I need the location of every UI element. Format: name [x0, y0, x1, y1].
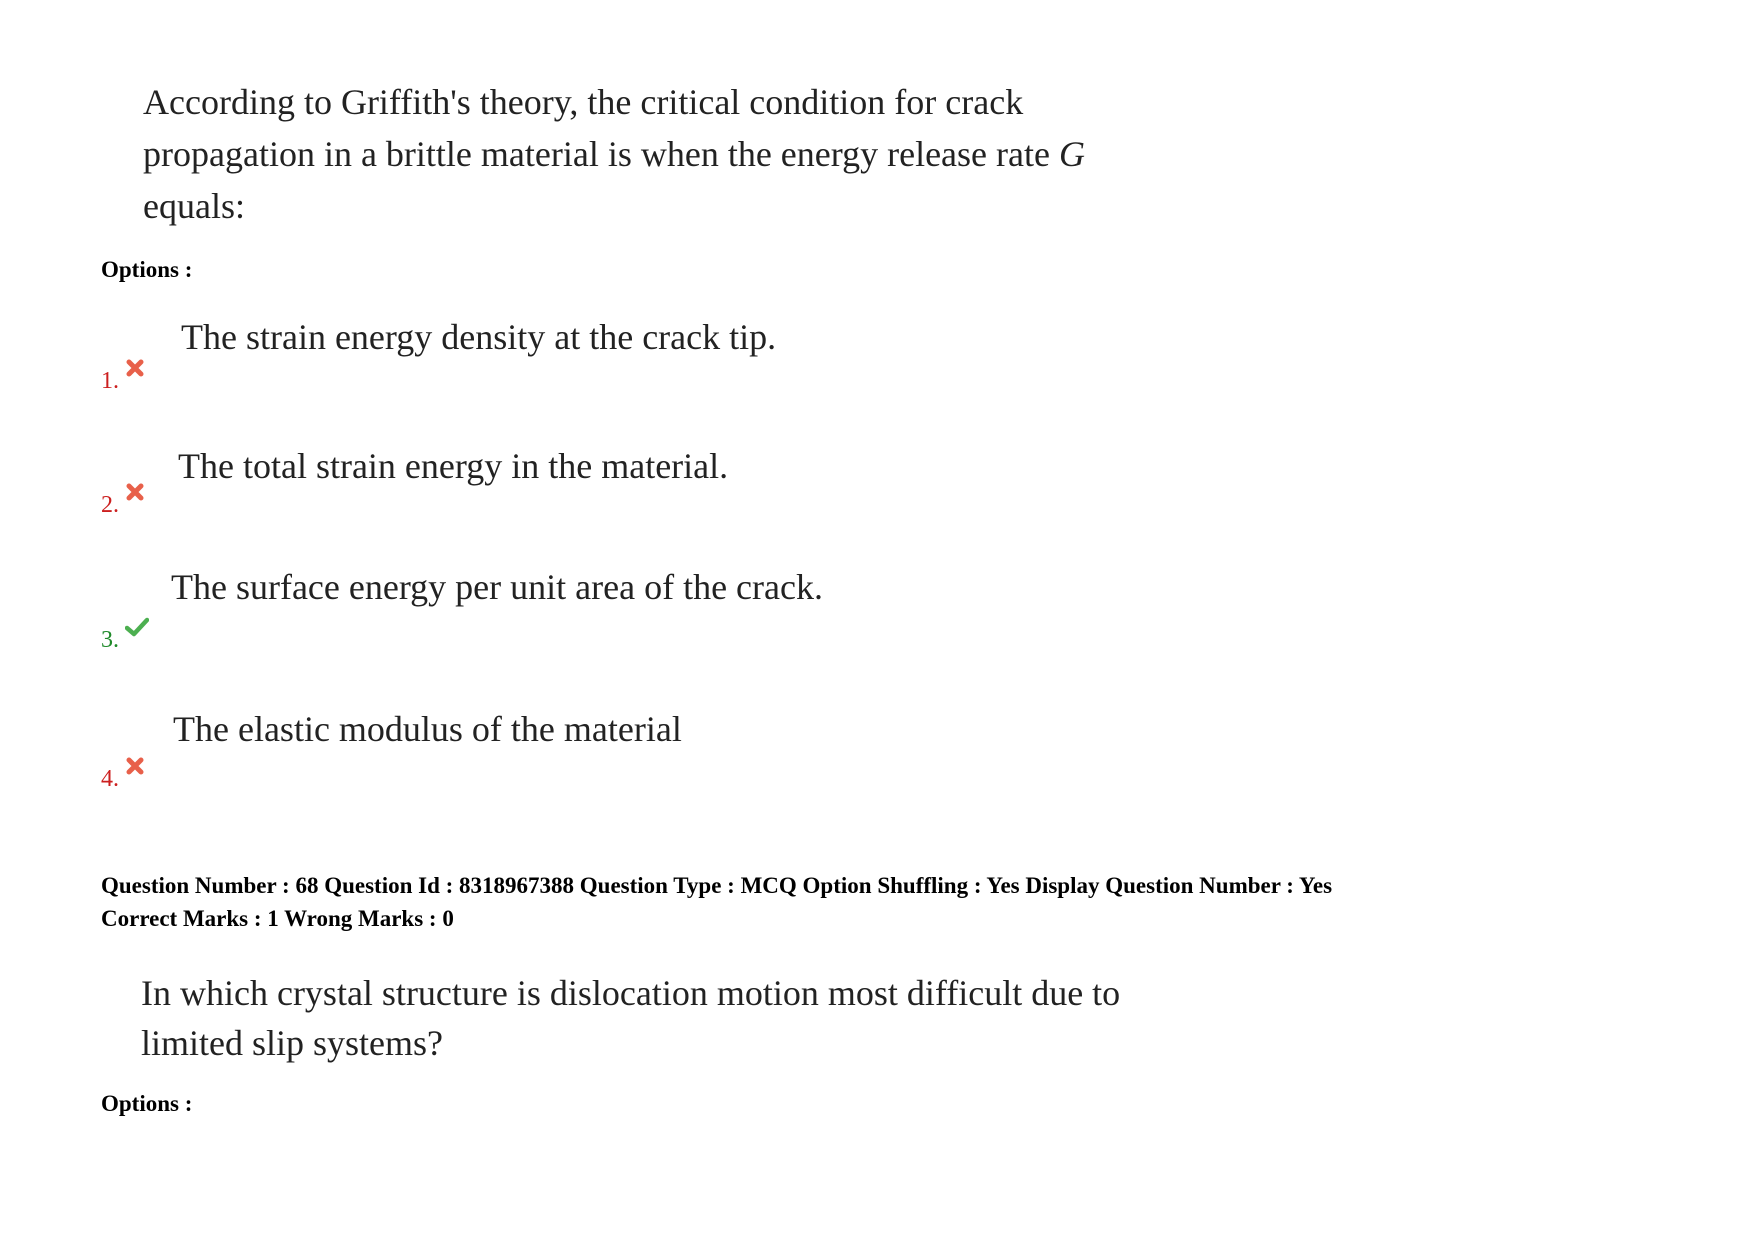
option-marker-2 [101, 492, 145, 519]
question-text-line: limited slip systems? [141, 1023, 443, 1063]
question-meta: Question Number : 68 Question Id : 8318967388 Question Type : MCQ Option Shuffling : Yes Display Question Number : Yes [101, 873, 1333, 898]
option-number: 1. [101, 368, 119, 394]
question-text [143, 76, 1085, 232]
question-text-line: equals: [143, 186, 245, 226]
question-text-segment: propagation in a brittle material is when the energy release rate [143, 134, 1059, 174]
variable-g: G [1058, 134, 1085, 174]
cross-icon [125, 756, 145, 776]
question-text-line: In which crystal structure is dislocation motion most difficult due to [141, 973, 1121, 1013]
question-text-line: According to Griffith's theory, the critical condition for crack [143, 82, 1024, 122]
cross-icon [125, 482, 145, 502]
option-text-2: The total strain energy in the material. [178, 446, 729, 486]
option-text-1: The strain energy density at the crack tip. [181, 317, 777, 357]
options-label: Options : [101, 1091, 193, 1116]
question-text [141, 968, 1120, 1068]
option-text-4: The elastic modulus of the material [173, 709, 682, 749]
option-marker-3 [101, 627, 149, 654]
cross-icon [125, 358, 145, 378]
option-marker-4 [101, 766, 145, 793]
options-label: Options : [101, 257, 193, 282]
option-marker-1 [101, 368, 145, 395]
question-text-line [143, 128, 1085, 180]
check-icon [125, 617, 149, 637]
option-text-3: The surface energy per unit area of the crack. [171, 567, 823, 607]
marks-meta: Correct Marks : 1 Wrong Marks : 0 [101, 906, 454, 931]
option-number: 2. [101, 492, 119, 518]
option-number: 3. [101, 627, 119, 653]
option-number: 4. [101, 766, 119, 792]
